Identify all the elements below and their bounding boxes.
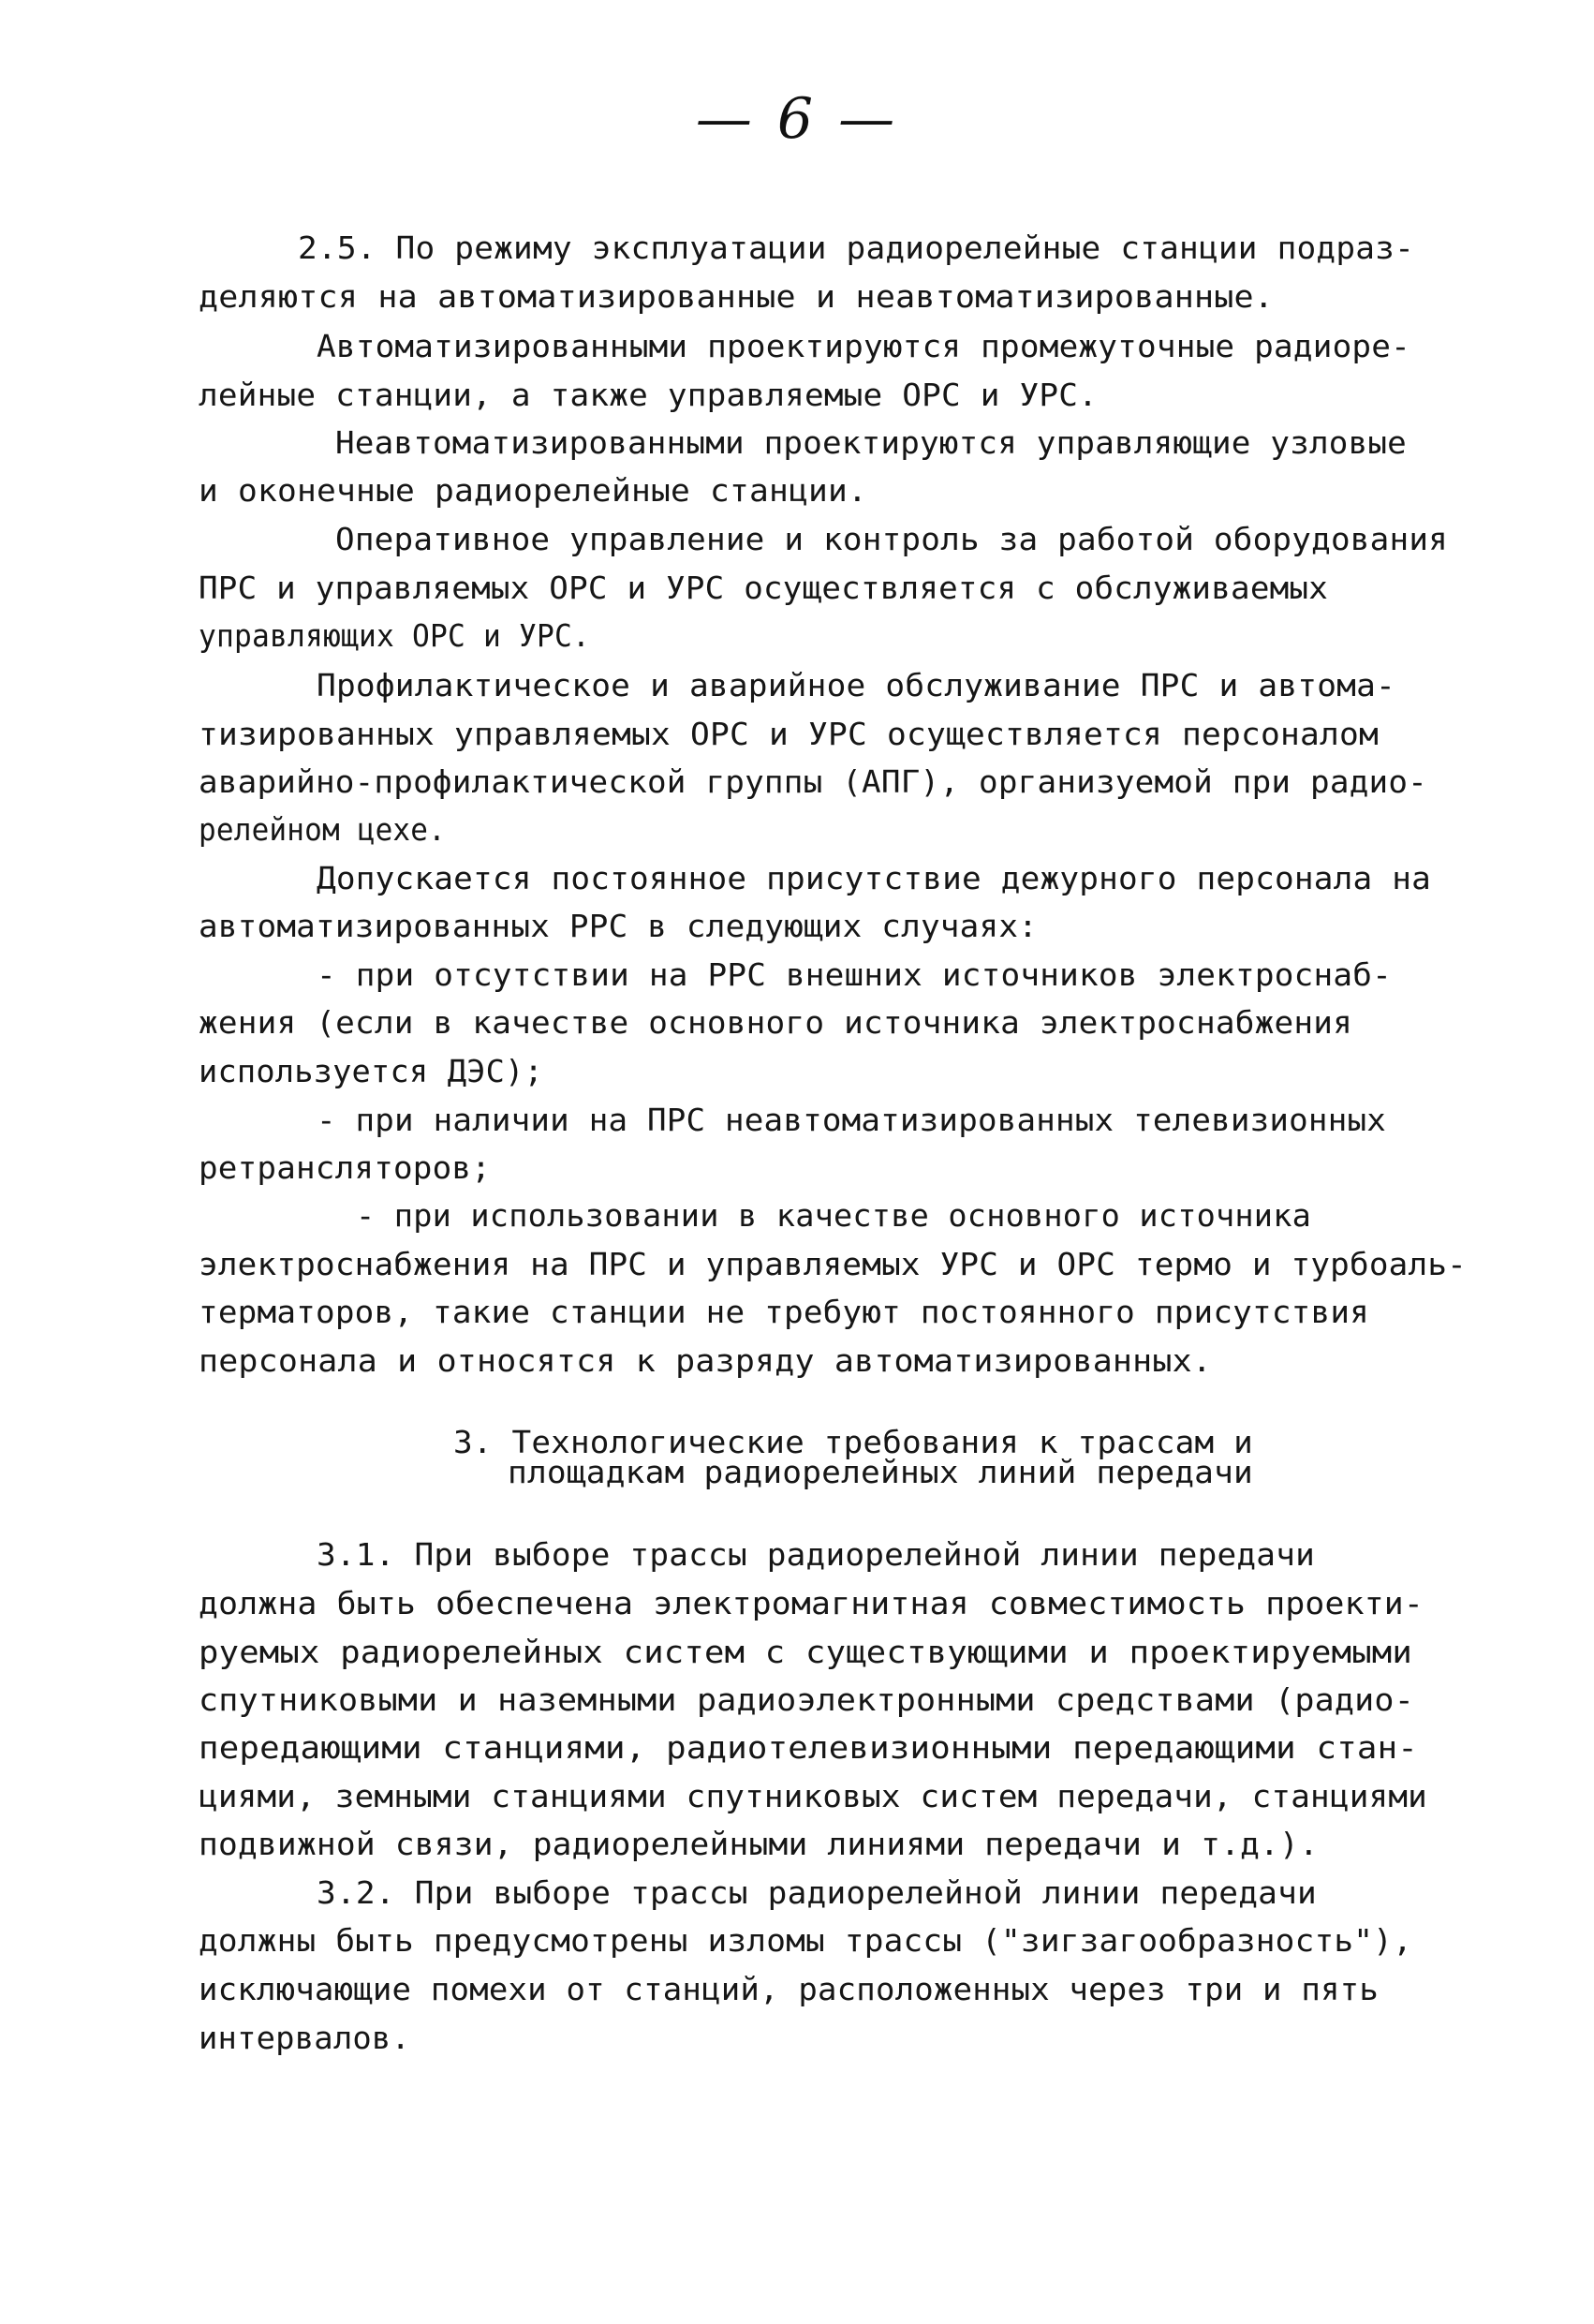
text-line: Автоматизированными проектируются промежуточные радиоре- — [317, 328, 1410, 364]
text-line: должна быть обеспечена электромагнитная совместимость проекти- — [199, 1585, 1424, 1621]
text-line: жения (если в качестве основного источника электроснабжения — [199, 1004, 1352, 1041]
text-line: спутниковыми и наземными радиоэлектронными средствами (радио- — [199, 1681, 1414, 1718]
text-line: 2.5. По режиму эксплуатации радиорелейные станции подраз- — [298, 229, 1414, 266]
text-line: ретрансляторов; — [199, 1149, 491, 1186]
heading-line: площадкам радиорелейных линий передачи — [508, 1454, 1253, 1490]
text-line: автоматизированных РРС в следующих случаях: — [199, 908, 1038, 944]
text-line: тизированных управляемых ОРС и УРС осуществляется персоналом — [199, 716, 1379, 752]
text-line: лейные станции, а также управляемые ОРС и УРС. — [199, 377, 1098, 413]
text-line: электроснабжения на ПРС и управляемых УРС и ОРС термо и турбоаль- — [199, 1246, 1467, 1282]
text-line: ПРС и управляемых ОРС и УРС осуществляется с обслуживаемых — [199, 570, 1328, 606]
text-line: Профилактическое и аварийное обслуживание ПРС и автома- — [317, 667, 1395, 703]
text-line: интервалов. — [199, 2020, 410, 2056]
text-line: аварийно-профилактической группы (АПГ), организуемой при радио- — [199, 763, 1427, 800]
text-line: деляются на автоматизированные и неавтоматизированные. — [199, 278, 1274, 315]
text-line: - при использовании в качестве основного источника — [356, 1197, 1311, 1234]
text-line: 3.1. При выборе трассы радиорелейной линии передачи — [317, 1536, 1315, 1573]
text-line: Допускается постоянное присутствие дежурного персонала на — [317, 860, 1431, 896]
text-line: персонала и относятся к разряду автоматизированных. — [199, 1342, 1212, 1379]
page-number: — 6 — — [695, 86, 899, 152]
text-line: циями, земными станциями спутниковых систем передачи, станциями — [199, 1778, 1427, 1814]
text-line: руемых радиорелейных систем с существующими и проектируемыми — [199, 1634, 1412, 1670]
text-line: и оконечные радиорелейные станции. — [199, 472, 867, 509]
heading-line: 3. Технологические требования к трассам и — [453, 1424, 1253, 1460]
text-line: - при отсутствии на РРС внешних источников электроснаб- — [317, 956, 1392, 993]
text-line: используется ДЭС); — [199, 1053, 543, 1089]
text-line: релейном цехе. — [199, 811, 446, 848]
text-line: Неавтоматизированными проектируются управляющие узловые — [335, 424, 1407, 461]
text-line: исключающие помехи от станций, расположенных через три и пять — [199, 1971, 1379, 2007]
text-line: подвижной связи, радиорелейными линиями передачи и т.д.). — [199, 1826, 1320, 1862]
text-line: 3.2. При выборе трассы радиорелейной линии передачи — [317, 1874, 1317, 1911]
text-line: управляющих ОРС и УРС. — [199, 617, 590, 654]
text-line: терматоров, такие станции не требуют постоянного присутствия — [199, 1294, 1369, 1330]
text-line: передающими станциями, радиотелевизионными передающими стан- — [199, 1729, 1418, 1766]
text-line: Оперативное управление и контроль за работой оборудования — [335, 521, 1448, 557]
text-line: - при наличии на ПРС неавтоматизированных телевизионных — [317, 1102, 1386, 1138]
text-line: должны быть предусмотрены изломы трассы ("зигзагообразность"), — [199, 1922, 1412, 1959]
